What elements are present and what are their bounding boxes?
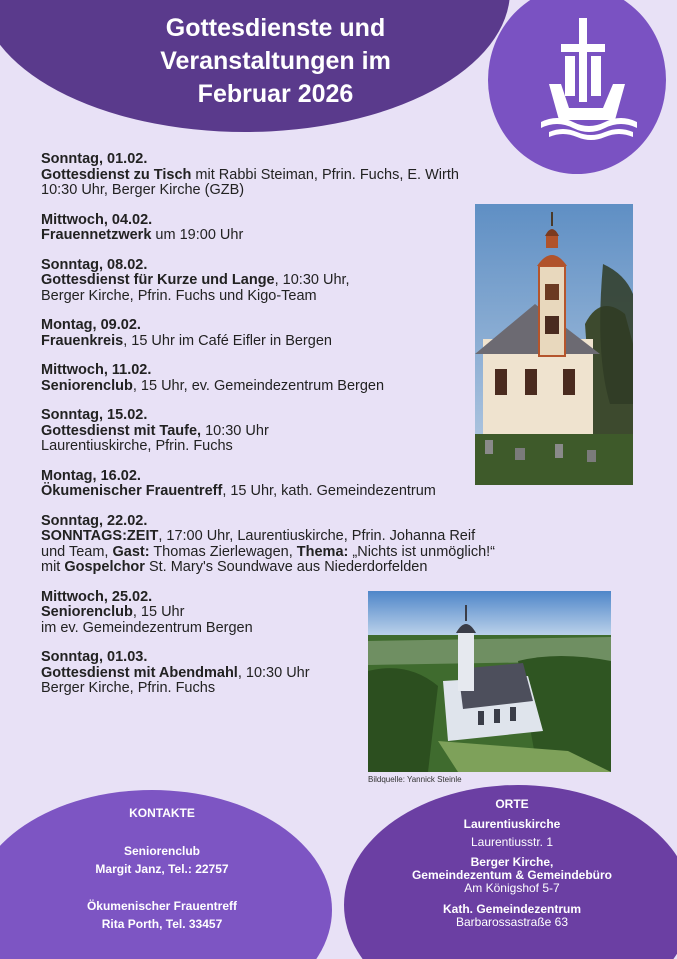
guest-value: Thomas Zierlewagen, bbox=[149, 543, 297, 560]
ship-cross-logo-icon bbox=[535, 18, 640, 140]
event-title: SONNTAGS:ZEIT bbox=[41, 528, 159, 544]
event-details-line: Laurentiuskirche, Pfrin. Fuchs bbox=[41, 438, 233, 454]
event-details-line: Berger Kirche, Pfrin. Fuchs und Kigo-Team bbox=[41, 287, 317, 304]
contact-group-name: Ökumenischer Frauentreff bbox=[86, 899, 238, 913]
church-tower-photo bbox=[475, 204, 633, 485]
event-details: , 15 Uhr, ev. Gemeindezentrum Bergen bbox=[132, 377, 385, 394]
event-details: und Team, bbox=[41, 543, 113, 560]
event-details-line: 10:30 Uhr, Berger Kirche (GZB) bbox=[41, 182, 245, 198]
choir-value: St. Mary's Soundwave aus Niederdorfelden bbox=[144, 559, 428, 575]
event-date: Sonntag, 22.02. bbox=[41, 512, 148, 529]
event-item bbox=[41, 408, 521, 455]
event-date: Mittwoch, 25.02. bbox=[41, 588, 153, 605]
places-heading: ORTE bbox=[495, 797, 529, 811]
event-title: Gottesdienst zu Tisch bbox=[41, 166, 192, 183]
event-date: Sonntag, 08.02. bbox=[41, 256, 148, 273]
event-date: Sonntag, 01.03. bbox=[41, 649, 148, 665]
event-details: , 15 Uhr im Café Eifler in Bergen bbox=[123, 332, 332, 349]
place-name: Berger Kirche, bbox=[470, 855, 554, 869]
event-details: mit bbox=[41, 559, 65, 575]
event-title: Gottesdienst für Kurze und Lange bbox=[41, 272, 275, 288]
place-name: Laurentiuskirche bbox=[463, 817, 561, 831]
guest-label: Gast: bbox=[112, 543, 150, 560]
event-date: Sonntag, 15.02. bbox=[41, 407, 148, 423]
event-item bbox=[41, 213, 521, 244]
place-name: Gemeindezentum & Gemeindebüro bbox=[411, 868, 613, 882]
event-title: Ökumenischer Frauentreff bbox=[41, 483, 223, 499]
event-details: , 17:00 Uhr, Laurentiuskirche, Pfrin. Johanna Reif bbox=[158, 528, 476, 544]
event-details-line: im ev. Gemeindezentrum Bergen bbox=[41, 619, 253, 636]
place-address: Laurentiusstr. 1 bbox=[470, 835, 554, 849]
contact-person: Rita Porth, Tel. 33457 bbox=[101, 917, 223, 931]
event-date: Montag, 09.02. bbox=[41, 317, 141, 333]
event-date: Mittwoch, 11.02. bbox=[41, 362, 152, 378]
contact-group-name: Seniorenclub bbox=[123, 844, 200, 858]
title-line: Februar 2026 bbox=[197, 80, 354, 108]
event-title: Seniorenclub bbox=[41, 377, 133, 394]
event-title: Gottesdienst mit Abendmahl bbox=[41, 664, 238, 681]
theme-label: Thema: bbox=[296, 543, 349, 560]
event-date: Mittwoch, 04.02. bbox=[41, 211, 153, 228]
page-title bbox=[118, 12, 433, 111]
contacts-section bbox=[62, 806, 262, 932]
photo-credit: Bildquelle: Yannick Steinle bbox=[368, 775, 462, 784]
event-details: , 15 Uhr bbox=[132, 604, 185, 620]
event-item bbox=[41, 469, 521, 500]
place-address: Am Königshof 5-7 bbox=[464, 881, 560, 895]
event-title: Gottesdienst mit Taufe, bbox=[41, 422, 202, 439]
place-name: Kath. Gemeindezentrum bbox=[442, 902, 582, 916]
event-title: Frauenkreis bbox=[41, 332, 124, 349]
places-section bbox=[388, 797, 636, 929]
place-address: Barbarossastraße 63 bbox=[455, 915, 569, 929]
church-aerial-photo bbox=[368, 591, 611, 772]
choir-label: Gospelchor bbox=[64, 559, 145, 575]
event-title: Seniorenclub bbox=[41, 604, 133, 620]
special-event-item bbox=[41, 514, 521, 576]
contacts-heading: KONTAKTE bbox=[129, 806, 195, 820]
event-details: , 10:30 Uhr, bbox=[274, 272, 350, 288]
event-details: um 19:00 Uhr bbox=[151, 227, 244, 243]
contact-person: Margit Janz, Tel.: 22757 bbox=[95, 862, 229, 876]
event-date: Sonntag, 01.02. bbox=[41, 151, 148, 167]
title-line: Veranstaltungen im bbox=[160, 47, 391, 75]
event-date: Montag, 16.02. bbox=[41, 467, 141, 484]
theme-value: „Nichts ist unmöglich!“ bbox=[348, 543, 496, 560]
title-line: Gottesdienste und bbox=[165, 14, 386, 42]
event-title: Frauennetzwerk bbox=[41, 227, 152, 243]
event-item bbox=[41, 258, 521, 305]
event-item bbox=[41, 363, 521, 394]
event-details: , 10:30 Uhr bbox=[237, 664, 310, 681]
event-details: mit Rabbi Steiman, Pfrin. Fuchs, E. Wirth bbox=[191, 166, 459, 183]
event-details: 10:30 Uhr bbox=[201, 422, 269, 439]
event-details: , 15 Uhr, kath. Gemeindezentrum bbox=[222, 483, 436, 499]
event-item bbox=[41, 318, 521, 349]
event-details-line: Berger Kirche, Pfrin. Fuchs bbox=[41, 680, 216, 696]
event-item bbox=[41, 152, 521, 199]
